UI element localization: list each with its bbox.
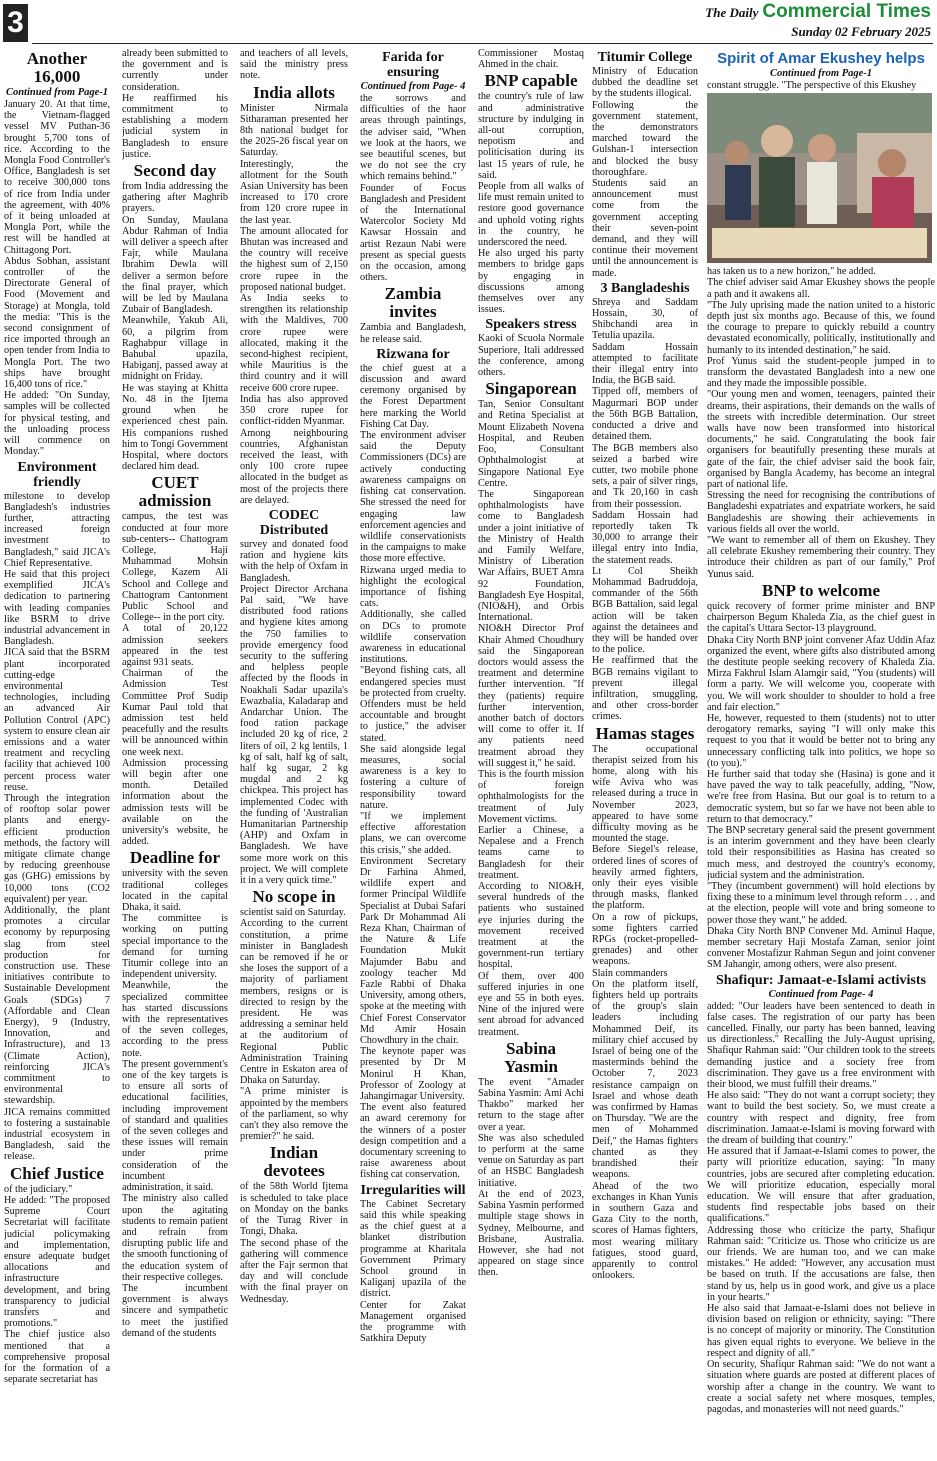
paragraph: He was staying at Khitta No. 48 in the Ijtema ground when he experienced chest pain. His companions rushed him to Tongi Government Hospital, where doctors declared him dead. <box>122 382 228 473</box>
paragraph: He also said: "They do not want a corrupt society; they want to build the best society. So, we must create a country with respect and dignity, free from discrimination. Jamaat-e-Islami is moving forward with the dream of building that country." <box>707 1090 935 1147</box>
paragraph: Kaoki of Scuola Normale Superiore, Itali addressed the conference, among others. <box>478 333 584 379</box>
paragraph: scientist said on Saturday. <box>240 907 346 919</box>
paragraph: India has also approved 350 crore rupee for conflict-ridden Myanmar. <box>240 393 348 428</box>
paragraph: Addressing those who criticize the party, Shafiqur Rahman said: "Criticize us. Those who criticize us are our friends. We are human too, and we can make mistakes." He added: "However, any accusation must be based on truth. If the accusations are false, then stand by us, help us in good work, and give us a place in your hearts." <box>707 1224 935 1303</box>
paragraph: "Our young men and women, teenagers, painted their dreams, their aspirations, their demands on the walls of the streets with incredible determination. Our street walls have now been transformed into historical documents," he said. Congratulating the book fair organisers for beautifully presenting these murals at gate of the fair, the chief adviser said the book fair, organised by Bangla Academy, has become an integral part of national life. <box>707 389 935 491</box>
paragraph: Students said an announcement must come from the government accepting their seven-point demand, and they will continue their movement until the announcement is made. <box>592 178 698 279</box>
paragraph: The occupational therapist seized from his home, along with his wife Aviva who was released during a truce in November 2023, appeared to have some difficulty moving as he mounted the stage. <box>592 743 698 845</box>
continued-note: Continued from Page- 4 <box>360 81 466 92</box>
headline: Second day <box>133 161 217 181</box>
paragraph: Before Siegel's release, ordered lines of scores of heavily armed fighters, only their eyes visible through masks, flanked the platform. <box>592 844 698 912</box>
column-5 <box>478 48 584 1456</box>
paragraph: Project Director Archana Pal said, "We have distributed food rations and hygiene kites among the 750 families to provide emergency food security to the suffering and helpless people affected by the floods in Noakhali Sadar upazila's Ewazbalia, Kaladarap and Andarchar Union. The food ration package included 20 kg of rice, 2 liters of oil, 2 kg lentils, 1 kg of salt, half kg of salt, half kg sugar, 2 kg mugdal and 2 kg chickpea. This project has implemented Codec with the funding of 'Australian Humanitarian Partnership (AHP) and Oxfam in Bangladesh. We have some more work on this project. We will complete it in a very quick time." <box>240 583 348 887</box>
paragraph: He, however, requested to them (students) not to utter derogatory remarks, saying "I will only make this request to you that it would be better not to bring any unnecessary conflicting talk into politics, we hope so (to you)." <box>707 712 935 769</box>
paragraph: Shreya and Saddam Hossain, 30, of Shibchandi area in Tetulia upazila. <box>592 296 698 342</box>
paragraph: NIO&H Director Prof Khair Ahmed Choudhury said the Singaporean doctors would assess the treatment and determine further intervention. "If they (patients) require further intervention, another batch of doctors will come to offer it. If any patients need treatment abroad they will suggest it," he said. <box>478 623 584 769</box>
paragraph: He reaffirmed that the BGB remains vigilant to prevent illegal infiltration, smuggling, and other cross-border crimes. <box>592 655 698 723</box>
paragraph: Chairman of the Admission Test Committee Prof Sudip Kumar Paul told that admission test held peacefully and the results will be announced within one week next. <box>122 668 228 758</box>
paragraph: "If we implement effective afforestation plans, we can overcome this crisis," she added. <box>360 810 466 856</box>
paragraph: The second phase of the gathering will commence after the Fajr sermon that day and will conclude with the final prayer on Wednesday. <box>240 1237 348 1305</box>
paragraph: Among neighbouring countries, Afghanistan received the least, with only 100 crore rupee allocated in the budget as most of the projects there are delayed. <box>240 427 348 506</box>
paragraph: Of them, over 400 suffered injuries in one eye and 55 in both eyes. Nine of the injured were sent abroad for advanced treatment. <box>478 970 584 1038</box>
paragraph: already been submitted to the government and is currently under consideration. <box>122 48 228 93</box>
paragraph: Commissioner Mostaq Ahmed in the chair. <box>478 48 584 71</box>
column-6 <box>592 48 698 1456</box>
paragraph: JICA remains committed to fostering a sustainable industrial ecosystem in Bangladesh, said the release. <box>4 1106 110 1163</box>
paragraph: Saddam Hossain attempted to facilitate their illegal entry into India, the BGB said. <box>592 341 698 387</box>
continued-note: Continued from Page-1 <box>769 68 873 79</box>
paragraph: She said alongside legal measures, social awareness is a key to fostering a culture of responsibility toward nature. <box>360 743 466 811</box>
paragraph: JICA said that the BSRM plant incorporated cutting-edge environmental technologies, including an advanced Air Pollution Control (APC) system to ensure clean air emissions and a water treatment and recycling facility that achieved 100 percent process water reuse. <box>4 647 110 793</box>
masthead <box>0 0 937 46</box>
paragraph: Stressing the need for recognising the contributions of Bangladeshi expatriates and expatriate workers, he said Bangladeshis are showing their achievements in various fields all over the world. <box>707 490 935 535</box>
paragraph: Earlier a Chinese, a Nepalese and a French teams came to Bangladesh for their treatment. <box>478 825 584 881</box>
paragraph: of the judiciary." <box>4 1183 73 1195</box>
column-1 <box>4 48 110 1456</box>
headline: Deadline for <box>129 848 221 868</box>
paragraph: On Sunday, Maulana Abdur Rahman of India will deliver a speech after Fajr, while Maulana Ibrahim Dewla will deliver a sermon before the final prayer, which will be led by Maulana Zubair of Bangladesh. <box>122 214 228 316</box>
paragraph: Tan, Senior Consultant and Retina Specialist at Mount Elizabeth Novena Hospital, and Reuben Foo, Consultant Ophthalmologist at Singapore National Eye Centre. <box>478 399 584 489</box>
masthead-divider <box>32 43 933 44</box>
paragraph: university with the seven traditional colleges located in the capital Dhaka, it said. <box>122 868 228 914</box>
paragraph: The chief justice also mentioned that a comprehensive proposal for the formation of a separate secretariat has <box>4 1329 110 1386</box>
paragraph: According to the current constitution, a prime minister in Bangladesh can be removed if he or she loses the support of a majority of parliament members, resigns or is directed to resign by the president. He was addressing a seminar held at the auditorium of Regional Public Administration Training Centre in Eskaton area of Dhaka on Saturday. <box>240 918 348 1087</box>
paragraph: Lt Col Sheikh Mohammad Badruddoja, commander of the 56th BGB Battalion, said legal action will be taken against the detainees and they will be handed over to the police. <box>592 565 698 656</box>
paragraph: Following the government statement, the demonstrators marched toward the Gulshan-1 intersection and blocked the busy thoroughfare. <box>592 99 698 178</box>
paragraph: He added: "On Sunday, samples will be collected for physical testing, and the unloading process will commence on Monday." <box>4 390 110 458</box>
paragraph: Dhaka City North BNP Convener Md. Aminul Haque, member secretary Haji Mostafa Zaman, senior joint convener Mostafizur Rahman Segun and joint convener SM Jahangir, among others, were also present. <box>707 925 935 971</box>
paragraph: milestone to develop Bangladesh's industries further, attracting increased foreign investment to Bangladesh," said JICA's Chief Representative. <box>4 490 110 569</box>
paragraph: On a row of pickups, some fighters carried RPGs (rocket-propelled-grenades) and other weapons. <box>592 911 698 968</box>
paragraph: He said that this project exemplified JICA's dedication to partnering with leading companies like BSRM to drive industrial advancement in Bangladesh. <box>4 568 110 648</box>
paragraph: the country's rule of law and administrative structure by indulging in all-out corruption, nepotism and politicisation during its last 15 years of rule, he said. <box>478 91 584 181</box>
paragraph: Minister Nirmala Sitharaman presented her 8th national budget for the 2025-26 fiscal year on Saturday. <box>240 102 348 159</box>
headline: Farida for ensuring <box>382 50 444 80</box>
paragraph: Meanwhile, the specialized committee has started discussions with the representatives of the seven colleges, according to the press note. <box>122 980 228 1059</box>
headline: Irregularities will <box>360 1182 466 1198</box>
paragraph: the chief guest at a discussion and award ceremony organised by the Forest Department here marking the World Fishing Cat Day. <box>360 362 466 430</box>
paragraph: "A prime minister is appointed by the members of the parliament, so why can't they also remove the premier?" he said. <box>240 1086 348 1143</box>
paragraph: added: "Our leaders have been sentenced to death in false cases. The registration of our party has been cancelled. Finally, our party has been banned, leaving us directionless." Recalling the July-August uprising, Shafiqur Rahman said: "Our children took to the streets demanding justice and a society free from discrimination. They gave us a free environment with their blood, we must fulfill their dreams." <box>707 1000 935 1091</box>
paragraph: At the end of 2023, Sabina Yasmin performed multiple stage shows in Sydney, Melbourne, and Brisbane, Australia. However, she had not appeared on stage since then. <box>478 1188 584 1279</box>
headline: No scope in <box>252 887 336 907</box>
newspaper-prefix: The Daily <box>705 5 759 20</box>
paragraph: The present government's one of the key targets is to ensure all sorts of educational facilities, including improvement of standard and qualities of the seven colleges and these issues will remain under prime consideration of the incumbent administration, it said. <box>122 1058 228 1194</box>
continued-note: Continued from Page- 4 <box>768 988 874 1000</box>
paragraph: This is the fourth mission of foreign ophthalmologists for the treatment of July Movement victims. <box>478 768 584 825</box>
column-3 <box>240 48 348 1456</box>
paragraph: and teachers of all levels, said the ministry press note. <box>240 48 348 82</box>
headline: India allots <box>253 82 335 102</box>
newspaper-title: Commercial Times <box>762 1 931 22</box>
headline: Shafiqur: Jamaat-e-Islami activists <box>716 972 926 988</box>
headline: BNP capable <box>484 71 578 91</box>
paragraph: January 20. At that time, the Vietnam-flagged vessel MV Puthan-36 brought 5,700 tons of rice. According to the Mongla Food Controller's Office, Bangladesh is set to receive 300,000 tons of rice from India under the agreement, with 40% of it being unloaded at Mongla Port, while the rest will be handled at Chittagong Port. <box>4 99 110 256</box>
paragraph: He added: "The proposed Supreme Court Secretariat will facilitate judicial policymaking and implementation, ensure adequate budget allocations and infrastructure development, and bring transparency to judicial transfers and promotions." <box>4 1194 110 1330</box>
paragraph: Zambia and Bangladesh, he release said. <box>360 322 466 345</box>
paragraph: survey and donated food ration and hygiene kits with the help of Oxfam in Bangladesh. <box>240 538 348 584</box>
paragraph: Abdus Sobhan, assistant controller of the Directorate General of Food (Movement and Storage) at Mongla, told the media: "This is the second consignment of rice imported through an open tender from India to Mongla Port. The two ships have brought 16,400 tons of rice." <box>4 255 110 391</box>
paragraph: The committee is working on putting special importance to the demand for turning Titumir college into an independent university. <box>122 913 228 981</box>
paragraph: campus, the test was conducted at four more sub-centers-- Chattogram College, Haji Muhammad Mohsin College, Kazem Ali School and College and Chattogram Cantonment Public School and College-- in the port city. <box>122 511 228 624</box>
paragraph: The ministry also called upon the agitating students to remain patient and refrain from disrupting public life and the smooth functioning of the education system of their respective colleges. <box>122 1193 228 1283</box>
paragraph: The event also featured an award ceremony for the winners of a poster design competition and a documentary screening to raise awareness about fishing cat conservation. <box>360 1102 466 1181</box>
column-4 <box>360 48 466 1456</box>
paragraph: Ministry of Education dubbed the deadline set by the students illogical. <box>592 66 698 100</box>
paragraph: The Singaporean ophthalmologists have come to Bangladesh under a joint initiative of the Ministry of Health and Family Welfare, Ministry of Liberation War Affairs, BUET Amra 92 Foundation, Bangladesh Eye Hospital, (NIO&H), and Orbis International. <box>478 488 584 624</box>
paragraph: from India addressing the gathering after Maghrib prayers. <box>122 181 228 215</box>
paragraph: of the 58th World Ijtema is scheduled to take place on Monday on the banks of the Turag River in Tongi, Dhaka. <box>240 1181 348 1238</box>
news-photo <box>707 93 932 263</box>
paragraph: the sorrows and difficulties of the haor areas through paintings, the adviser said, "When we look at the haors, we see beautiful scenes, but we do not see the cry which remains behind." <box>360 93 466 183</box>
paragraph: Tipped off, members of Magurmari BOP under the 56th BGB Battalion, conducted a drive and detained them. <box>592 386 698 443</box>
paragraph: According to NIO&H, several hundreds of the patients who sustained eye injuries during the movement received treatment at the government-run tertiary hospital. <box>478 881 584 971</box>
paragraph: "Beyond fishing cats, all endangered species must be protected from cruelty. Offenders must be held accountable and brought to justice," the adviser stated. <box>360 665 466 744</box>
paragraph: On the platform itself, fighters held up portraits of the group's slain leaders including Mohammed Deif, its military chief accused by Israel of being one of the masterminds behind the October 7, 2023 resistance campaign on Israel and whose death was confirmed by Hamas on Thursday. "We are the men of Mohammed Deif," the Hamas fighters chanted as they brandished their weapons. <box>592 978 698 1181</box>
paragraph: has taken us to a new horizon," he added. <box>707 266 876 278</box>
paragraph: Additionally, the plant promotes a circular economy by repurposing slag from steel production for construction use. These initiatives contribute to Sustainable Development Goals (SDGs) 7 (Affordable and Clean Energy), 9 (Industry, Innovation, and Infrastructure), and 13 (Climate Action), reinforcing JICA's commitment to environmental stewardship. <box>4 905 110 1107</box>
paragraph: Founder of Focus Bangladesh and President of the International Watercolor Society Md Kawsar Hossain and artist Rezaun Nabi were present as special guests on the occasion, among others. <box>360 182 466 284</box>
paragraph: She was also scheduled to perform at the same venue on Saturday as part of an HSBC Bangladesh initiative. <box>478 1132 584 1189</box>
paragraph: He also urged his party members to bridge gaps by engaging in discussions among themselves over any issues. <box>478 248 584 316</box>
headline: BNP to welcome <box>761 580 881 600</box>
headline: Another 16,000 <box>26 49 88 86</box>
paragraph: The incumbent government is always sincere and sympathetic to meet the justified demand of the students <box>122 1282 228 1339</box>
paragraph: As India seeks to strengthen its relationship with the Maldives, 700 crore rupee were allocated, making it the second-highest recipient, while Mauritius is the third country and it will receive 600 crore rupee. <box>240 293 348 394</box>
paragraph: He also said that Jamaat-e-Islami does not believe in division based on religion or ethnicity, saying: "There is no concept of majority or minority. The Constitution has given equal rights to everyone. We believe in the respect and dignity of all." <box>707 1303 935 1359</box>
column-7 <box>707 48 935 1456</box>
paragraph: Dhaka City North BNP joint convener Afaz Uddin Afaz organized the event, where gifts also distributed among the destitute people seeking recovery of Khaleda Zia. Mirza Fakhrul Islam Alamgir said, "You (students) will form a party. We will welcome you, cooperate with you. We will work shoulder to shoulder to hold a free and fair election." <box>707 634 935 713</box>
paragraph: On security, Shafiqur Rahman said: "We do not want a situation where guards are posted at different places of worship after a change in the country. We want to create a social safety net where mosques, temples, pagodas, and monasteries will not need guards." <box>707 1359 935 1415</box>
paragraph: constant struggle. "The perspective of this Ekushey <box>707 80 917 91</box>
paragraph: Prof Yunus said the student-people jumped in to transform the devastated Bangladesh into a new one and they made the impossible possible. <box>707 355 935 390</box>
paragraph: Center for Zakat Management organised the programme with Satkhira Deputy <box>360 1299 466 1345</box>
subheading: Slain commanders <box>592 967 668 979</box>
headline: Spirit of Amar Ekushey helps <box>717 50 925 67</box>
paragraph: Rizwana urged media to highlight the ecological importance of fishing cats. <box>360 564 466 610</box>
paragraph: "We want to remember all of them on Ekushey. They all celebrate Ekushey remembering their country. They introduce their children as part of our family," Prof Yunus said. <box>707 535 935 580</box>
paragraph: Environment Secretary Dr Farhina Ahmed, wildlife expert and former Principal Wildlife Specialist at Dubai Safari Park Dr Mohammad Ali Reza Khan, Chairman of the Nature & Life Foundation Mukit Majumder Babu and zoology teacher Md Fazle Rabbi of Dhaka University, among others, spoke at the meeting with Chief Forest Conservator Md Amir Hosain Chowdhury in the chair. <box>360 855 466 1047</box>
paragraph: He reaffirmed his commitment to establishing a modern judicial system in Bangladesh to ensure justice. <box>122 92 228 160</box>
headline: Speakers stress <box>485 317 577 333</box>
paragraph: A total of 20,122 admission seekers appeared in the test against 931 seats. <box>122 623 228 668</box>
headline: Titumir College <box>597 50 693 65</box>
paragraph: The chief adviser said Amar Ekushey shows the people a path and it awakens all. <box>707 277 935 300</box>
paragraph: "The July uprising made the nation united to a historic depth just six months ago. Because of this, we found the courage to prepare to quickly rebuild a country devastated economically, politically, institutionally and humanly to its intended destination," he said. <box>707 299 935 356</box>
paragraph: The event "Amader Sabina Yasmin: Ami Achi Thakbo" marked her return to the stage after over a year. <box>478 1076 584 1133</box>
headline: Rizwana for <box>376 346 450 362</box>
paragraph: quick recovery of former prime minister and BNP chairperson Begum Khaleda Zia, as the chief guest in the capital's Uttara Sector-13 playground. <box>707 600 935 635</box>
paragraph: Ahead of the two exchanges in Khan Yunis in southern Gaza and Gaza City to the north, scores of Hamas fighters, most wearing military fatigues, stood guard, apparently to control onlookers. <box>592 1180 698 1282</box>
paragraph: People from all walks of life must remain united to restore good governance and uphold voting rights in the country, he underscored the need. <box>478 181 584 249</box>
headline: Zambia invites <box>384 284 442 322</box>
paragraph: He assured that if Jamaat-e-Islami comes to power, the party will prioritize education, saying: "In many countries, jobs are secured after completing education. We will prioritize education, especially moral education. We will ensure that after graduation, students find respectable jobs based on their qualifications." <box>707 1146 935 1225</box>
paragraph: Additionally, she called on DCs to promote wildlife conservation awareness in educational institutions. <box>360 609 466 666</box>
paragraph: The Cabinet Secretary said this while speaking as the chief guest at a blanket distribution programme at Kharitala Government Primary School ground in Kaliganj upazila of the district. <box>360 1198 466 1300</box>
paragraph: The amount allocated for Bhutan was increased and the country will receive the highest sum of 2,150 crore rupee in the proposed national budget. <box>240 225 348 293</box>
newspaper-name <box>705 1 931 23</box>
issue-date: Sunday 02 February 2025 <box>791 24 931 39</box>
paragraph: The BNP secretary general said the present government is an interim government and they have been clearly told their responsibilities as Hasina has created so much mess, and destroyed the country's economy, judicial system and the administration. <box>707 824 935 881</box>
paragraph: The keynote paper was presented by Dr M Monirul H Khan, Professor of Zoology at Jahangirnagar University. <box>360 1046 466 1103</box>
paragraph: He further said that today she (Hasina) is gone and it have paved the way to talk peacefully, adding, "Now, we're free from Hasina. But our goal is to return to a democratic system, but so far we have not been able to return to that democracy." <box>707 768 935 825</box>
headline: CUET admission <box>138 473 212 511</box>
page-number: 3 <box>3 4 28 42</box>
paragraph: "They (incumbent government) will hold elections by fixing these to a minimum level through reform . . . and at the election, people will vote and bring someone to power those they want," he added. <box>707 880 935 926</box>
headline: Hamas stages <box>595 723 695 743</box>
continued-note: Continued from Page-1 <box>5 87 109 98</box>
headline: Indian devotees <box>263 1143 325 1181</box>
paragraph: Saddam Hossain had reportedly taken Tk 30,000 to arrange their illegal entry into India, the statement reads. <box>592 509 698 566</box>
headline: Chief Justice <box>10 1163 104 1183</box>
column-2 <box>122 48 228 1456</box>
headline: Sabina Yasmin <box>504 1038 558 1076</box>
paragraph: Interestingly, the allotment for the South Asian University has been increased to 170 crore from 120 crore rupee in the last year. <box>240 158 348 226</box>
paragraph: The BGB members also seized a barbed wire cutter, two mobile phone sets, a pair of silver rings, and Tk 20,160 in cash from their possession. <box>592 442 698 510</box>
paragraph: The environment adviser said the Deputy Commissioners (DCs) are actively conducting awareness campaigns on fishing cat conservation. She stressed the need for engaging law enforcement agencies and wildlife conservationists in the campaigns to make those more effective. <box>360 430 466 565</box>
headline: Environment friendly <box>17 459 97 490</box>
headline: 3 Bangladeshis <box>600 280 690 296</box>
headline: CODEC Distributed <box>259 507 329 538</box>
paragraph: Admission processing will begin after one month. Detailed information about the admission tests will be available on the university's website, he added. <box>122 757 228 848</box>
paragraph: Meanwhile, Yakub Ali, 60, a pilgrim from Raghabpur village in Bahubal upazila, Habiganj, passed away at midnight on Friday. <box>122 315 228 383</box>
paragraph: Through the integration of rooftop solar power plants and energy-efficient production methods, the factory will mitigate climate change by reducing greenhouse gas (GHG) emissions by 10,000 tons (CO2 equivalent) per year. <box>4 792 110 905</box>
headline: Singaporean <box>485 379 577 399</box>
